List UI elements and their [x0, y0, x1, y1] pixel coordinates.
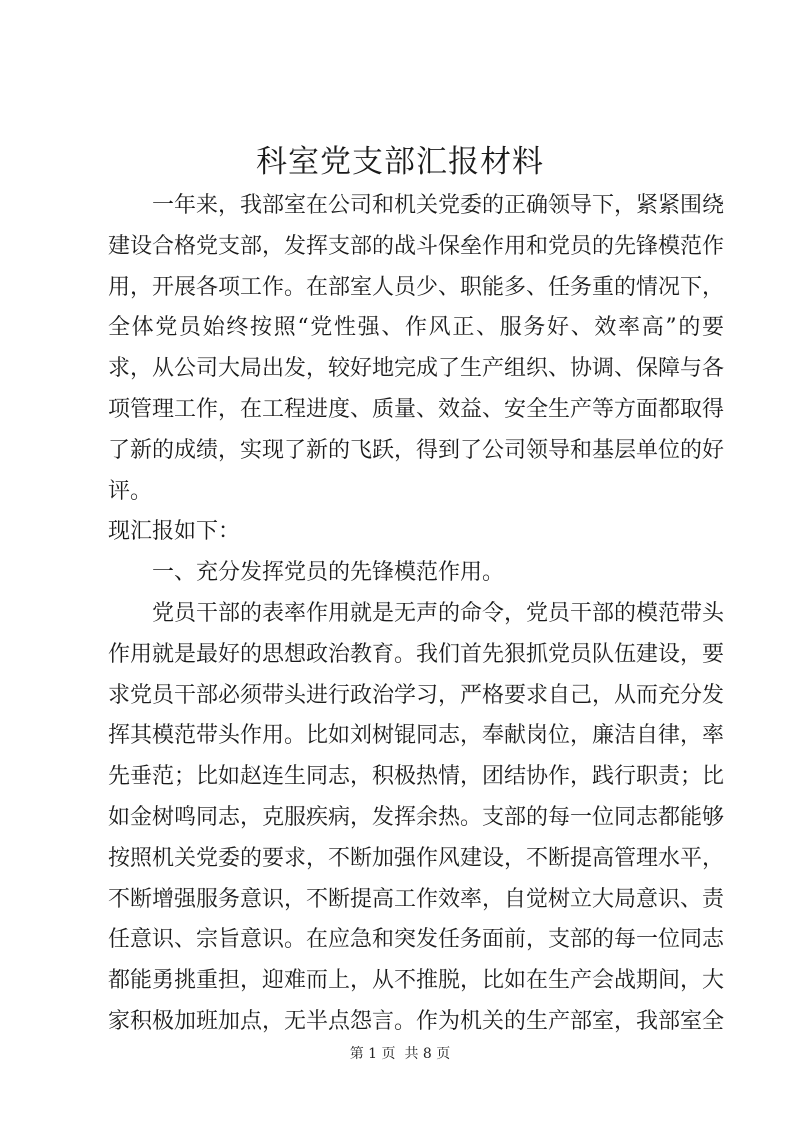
paragraph-intro: 一年来，我部室在公司和机关党委的正确领导下，紧紧围绕建设合格党支部，发挥支部的战斗保垒作用和党员的先锋模范作用，开展各项工作。在部室人员少、职能多、任务重的情况下，全体党员始终按照“党性强、作风正、服务好、效率高”的要求，从公司大局出发，较好地完成了生产组织、协调、保障与各项管理工作，在工程进度、质量、效益、安全生产等方面都取得了新的成绩，实现了新的飞跃，得到了公司领导和基层单位的好评。 [108, 193, 725, 504]
section-heading-1: 一、充分发挥党员的先锋模范作用。 [152, 560, 505, 586]
document-title: 科室党支部汇报材料 [256, 144, 544, 180]
page-total: 共 8 页 [404, 1046, 451, 1062]
page-number: 第 1 页 [349, 1046, 396, 1062]
document-body [108, 186, 724, 1043]
paragraph-report-lead: 现汇报如下： [108, 519, 241, 545]
page-footer [0, 1044, 800, 1064]
paragraph-section-1: 党员干部的表率作用就是无声的命令，党员干部的模范带头作用就是最好的思想政治教育。我们首先狠抓党员队伍建设，要求党员干部必须带头进行政治学习，严格要求自己，从而充分发挥其模范带头作用。比如刘树锟同志，奉献岗位，廉洁自律，率先垂范；比如赵连生同志，积极热情，团结协作，践行职责；比如金树鸣同志，克服疾病，发挥余热。支部的每一位同志都能够按照机关党委的要求，不断加强作风建设，不断提高管理水平，不断增强服务意识，不断提高工作效率，自觉树立大局意识、责任意识、宗旨意识。在应急和突发任务面前，支部的每一位同志都能勇挑重担，迎难而上，从不推脱，比如在生产会战期间，大家积极加班加点，无半点怨言。作为机关的生产部室，我部室全 [108, 600, 725, 1034]
